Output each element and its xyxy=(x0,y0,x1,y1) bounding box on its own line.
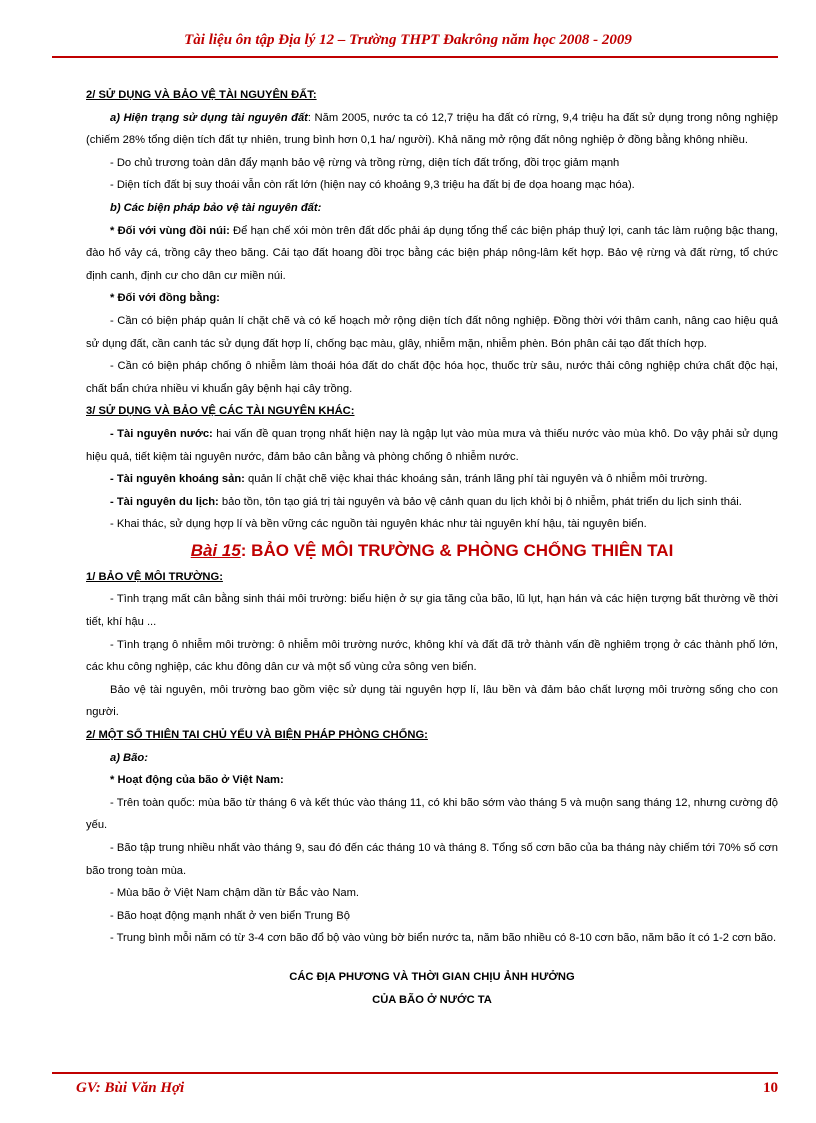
lesson-title xyxy=(86,536,778,566)
figure-caption-line-2: CỦA BÃO Ở NƯỚC TA xyxy=(372,993,492,1006)
section-heading-land xyxy=(86,84,778,107)
storm-bullet-1: - Trên toàn quốc: mùa bão từ tháng 6 và kết thúc vào tháng 11, có khi bão sớm vào tháng 5 và muộn sang tháng 12, nhưng cường độ yếu. xyxy=(86,796,778,832)
footer-divider xyxy=(52,1072,778,1074)
section-heading-disaster xyxy=(86,724,778,747)
land-status-label: a) Hiện trạng sử dụng tài nguyên đất xyxy=(110,111,308,124)
mountain-paragraph xyxy=(86,220,778,288)
section-heading-environment-text: 1/ BẢO VỆ MÔI TRƯỜNG: xyxy=(86,570,223,583)
env-bullet-3: Bảo vệ tài nguyên, môi trường bao gồm việc sử dụng tài nguyên hợp lí, lâu bền và đảm bảo chất lượng môi trường sống cho con người. xyxy=(86,683,778,719)
storm-activity-label: * Hoạt động của bão ở Việt Nam: xyxy=(110,774,284,787)
plain-bullet-2: - Cần có biện pháp chống ô nhiễm làm thoái hóa đất do chất độc hóa học, thuốc trừ sâu, nước thải công nghiệp chứa chất độc hại, chất bẩn chứa nhiều vi khuẩn gây bệnh hại cây trồng. xyxy=(86,360,778,395)
section-heading-land-text: 2/ SỬ DỤNG VÀ BẢO VỆ TÀI NGUYÊN ĐẤT: xyxy=(86,89,317,101)
mountain-label: * Đối với vùng đồi núi: xyxy=(110,224,230,237)
tourism-text: bảo tồn, tôn tạo giá trị tài nguyên và bảo vệ cảnh quan du lịch khỏi bị ô nhiễm, phát triển du lịch sinh thái. xyxy=(218,495,742,508)
lesson-number: Bài 15 xyxy=(190,540,241,560)
storm-bullet-5: - Trung bình mỗi năm có từ 3-4 cơn bão đổ bộ vào vùng bờ biển nước ta, năm bão nhiều có 8-10 cơn bão, năm bão ít có 1-2 cơn bão. xyxy=(110,932,777,945)
mineral-text: quản lí chặt chẽ việc khai thác khoáng sản, tránh lãng phí tài nguyên và ô nhiễm môi trường. xyxy=(244,473,708,486)
water-text: hai vấn đề quan trọng nhất hiện nay là ngập lụt vào mùa mưa và thiếu nước vào mùa khô. Do vậy phải sử dụng hiệu quả, tiết kiệm tài nguyên nước, đảm bảo cân bằng và phòng chống ô nhiễm nước. xyxy=(86,427,778,463)
mineral-paragraph xyxy=(86,468,778,491)
spacer xyxy=(86,950,778,966)
land-bullet-2: - Diện tích đất bị suy thoái vẫn còn rất lớn (hiện nay có khoảng 9,3 triệu ha đất bị đe dọa hoang mạc hóa). xyxy=(110,179,635,192)
storm-bullet-3: - Mùa bão ở Việt Nam chậm dần từ Bắc vào Nam. xyxy=(110,887,360,900)
land-status-text: : Năm 2005, nước ta có 12,7 triệu ha đất có rừng, 9,4 triệu ha đất sử dụng trong nông nghiệp (chiếm 28% tổng diện tích đất tự nhiên, trung bình hơn 0,1 ha/ người). Khả năng mở rộng đất nông nghiệp ở đồng bằng không nhiều. xyxy=(86,111,779,147)
footer-author: GV: Bùi Văn Hợi xyxy=(76,1080,185,1096)
lesson-title-text: : BẢO VỆ MÔI TRƯỜNG & PHÒNG CHỐNG THIÊN TAI xyxy=(240,540,674,560)
document-body xyxy=(86,84,778,1011)
header-divider xyxy=(52,56,778,58)
section-heading-other-text: 3/ SỬ DỤNG VÀ BẢO VỆ CÁC TÀI NGUYÊN KHÁC: xyxy=(86,405,355,418)
page-header: Tài liệu ôn tập Địa lý 12 – Trường THPT Đakrông năm học 2008 - 2009 xyxy=(184,32,632,48)
mountain-text: Để hạn chế xói mòn trên đất dốc phải áp dụng tổng thể các biện pháp thuỷ lợi, canh tác làm ruộng bậc thang, đào hố vảy cá, trồng cây theo băng. Cải tạo đất hoang đồi trọc bằng các biện pháp nông-lâm kết hợp. Bảo vệ rừng và đất rừng, tổ chức định canh, định cư cho dân cư miền núi. xyxy=(86,224,779,282)
mineral-label: - Tài nguyên khoáng sản: xyxy=(110,473,245,486)
water-label: - Tài nguyên nước: xyxy=(110,427,213,440)
section-heading-other xyxy=(86,400,778,423)
other-resources-paragraph: - Khai thác, sử dụng hợp lí và bền vững các nguồn tài nguyên khác như tài nguyên khí hậu, tài nguyên biển. xyxy=(110,518,647,531)
tourism-paragraph xyxy=(86,491,778,514)
storm-label: a) Bão: xyxy=(110,751,148,764)
land-measures-label: b) Các biện pháp bảo vệ tài nguyên đất: xyxy=(110,201,322,214)
storm-bullet-4: - Bão hoạt động mạnh nhất ở ven biển Trung Bộ xyxy=(110,909,350,922)
tourism-label: - Tài nguyên du lịch: xyxy=(110,495,219,508)
land-bullet-1: - Do chủ trương toàn dân đẩy mạnh bảo vệ rừng và trồng rừng, diện tích đất trống, đồi trọc giảm mạnh xyxy=(110,156,620,169)
section-heading-environment xyxy=(86,566,778,589)
env-bullet-1: - Tình trạng mất cân bằng sinh thái môi trường: biểu hiện ở sự gia tăng của bão, lũ lụt, hạn hán và các hiện tượng bất thường về thời tiết, khí hậu ... xyxy=(86,593,778,629)
figure-caption-line-1: CÁC ĐỊA PHƯƠNG VÀ THỜI GIAN CHỊU ẢNH HƯỞNG xyxy=(289,970,575,983)
water-paragraph xyxy=(86,423,778,468)
plain-label: * Đối với đồng bằng: xyxy=(110,292,220,305)
section-heading-disaster-text: 2/ MỘT SỐ THIÊN TAI CHỦ YẾU VÀ BIỆN PHÁP PHÒNG CHỐNG: xyxy=(86,729,428,742)
env-bullet-2: - Tình trạng ô nhiễm môi trường: ô nhiễm môi trường nước, không khí và đất đã trở thành vấn đề nghiêm trọng ở các thành phố lớn, các khu công nghiệp, các khu đông dân cư và một số vùng cửa sông ven biển. xyxy=(86,638,778,674)
page-number: 10 xyxy=(763,1080,778,1096)
land-status-paragraph xyxy=(86,107,778,152)
storm-bullet-2: - Bão tập trung nhiều nhất vào tháng 9, sau đó đến các tháng 10 và tháng 8. Tổng số cơn bão của ba tháng này chiếm tới 70% số cơn bão trong toàn mùa. xyxy=(86,842,778,877)
plain-bullet-1: - Cần có biện pháp quản lí chặt chẽ và có kế hoạch mở rộng diện tích đất nông nghiệp. Đồng thời với thâm canh, nâng cao hiệu quả sử dụng đất, cần canh tác sử dụng đất hợp lí, chống bạc màu, glây, nhiễm mặn, nhiễm phèn. Bón phân cải tạo đất thích hợp. xyxy=(86,314,778,350)
